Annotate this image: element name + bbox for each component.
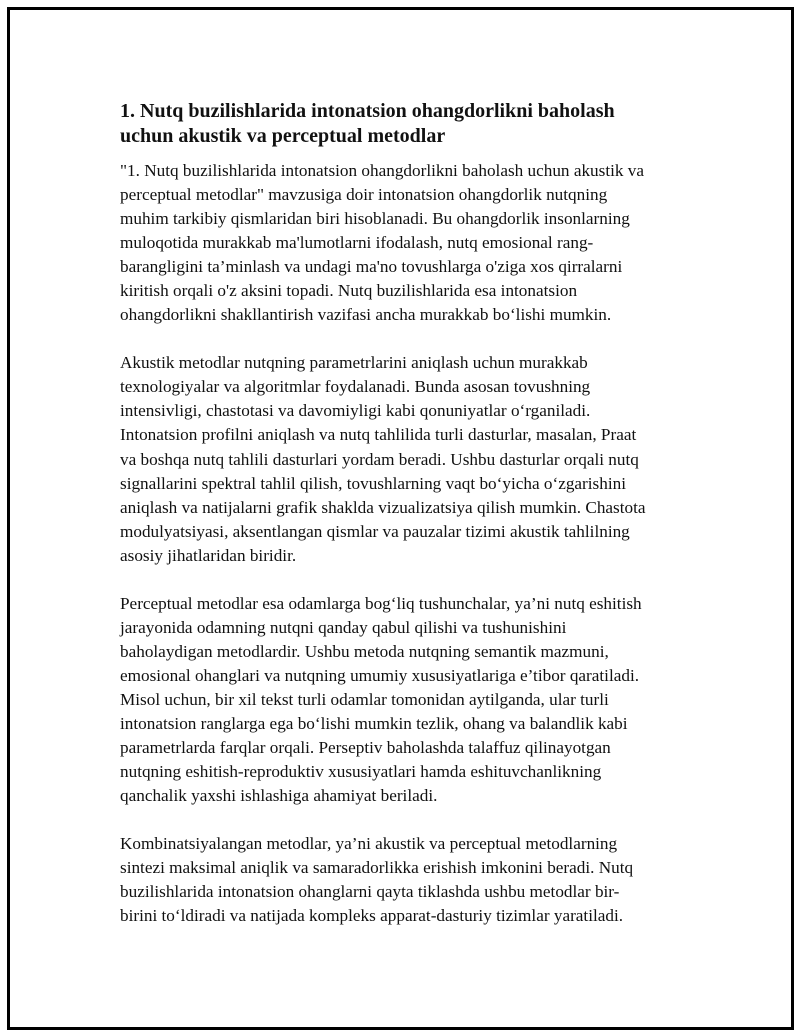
text-line: signallarini spektral tahlil qilish, tovushlarning vaqt bo‘yicha o‘zgarishini: [120, 473, 626, 493]
text-line: baholaydigan metodlardir. Ushbu metoda nutqning semantik mazmuni,: [120, 641, 609, 661]
page-frame: [7, 7, 794, 1030]
text-line: va boshqa nutq tahlili dasturlari yordam beradi. Ushbu dasturlar orqali nutq: [120, 449, 639, 469]
text-line: perceptual metodlar" mavzusiga doir intonatsion ohangdorlik nutqning: [120, 185, 608, 205]
paragraph-acoustic-methods: [120, 351, 690, 567]
text-line: emosional ohanglari va nutqning umumiy xususiyatlariga e’tibor qaratiladi.: [120, 665, 640, 685]
text-line: qanchalik yaxshi ishlashiga ahamiyat beriladi.: [120, 786, 438, 806]
text-line: aniqlash va natijalarni grafik shaklda vizualizatsiya qilish mumkin. Chastota: [120, 497, 646, 517]
text-line: sintezi maksimal aniqlik va samaradorlikka erishish imkonini beradi. Nutq: [120, 858, 634, 878]
page-title: [120, 99, 690, 149]
text-line: birini to‘ldiradi va natijada kompleks apparat-dasturiy tizimlar yaratiladi.: [120, 906, 624, 926]
text-line: modulyatsiyasi, aksentlangan qismlar va pauzalar tizimi akustik tahlilning: [120, 521, 630, 541]
text-line: kiritish orqali o'z aksini topadi. Nutq buzilishlarida esa intonatsion: [120, 281, 578, 301]
text-line: muloqotida murakkab ma'lumotlarni ifodalash, nutq emosional rang-: [120, 233, 594, 253]
text-line: Akustik metodlar nutqning parametrlarini aniqlash uchun murakkab: [120, 353, 588, 373]
title-line: uchun akustik va perceptual metodlar: [120, 125, 446, 147]
text-line: parametrlarda farqlar orqali. Perseptiv baholashda talaffuz qilinayotgan: [120, 738, 611, 758]
paragraph-perceptual-methods: [120, 592, 690, 808]
text-line: barangligini ta’minlash va undagi ma'no tovushlarga o'ziga xos qirralarni: [120, 257, 623, 277]
text-line: intonatsion ranglarga ega bo‘lishi mumkin tezlik, ohang va balandlik kabi: [120, 713, 628, 733]
text-line: muhim tarkibiy qismlaridan biri hisoblanadi. Bu ohangdorlik insonlarning: [120, 209, 630, 229]
text-line: texnologiyalar va algoritmlar foydalanadi. Bunda asosan tovushning: [120, 377, 591, 397]
text-line: Misol uchun, bir xil tekst turli odamlar tomonidan aytilganda, ular turli: [120, 689, 609, 709]
document-body: [120, 99, 690, 952]
text-line: intensivligi, chastotasi va davomiyligi kabi qonuniyatlar o‘rganiladi.: [120, 401, 591, 421]
text-line: ohangdorlikni shakllantirish vazifasi ancha murakkab bo‘lishi mumkin.: [120, 305, 612, 325]
text-line: Perceptual metodlar esa odamlarga bog‘liq tushunchalar, ya’ni nutq eshitish: [120, 593, 642, 613]
text-line: nutqning eshitish-reproduktiv xususiyatlari hamda eshituvchanlikning: [120, 762, 602, 782]
paragraph-intro: [120, 159, 690, 327]
text-line: "1. Nutq buzilishlarida intonatsion ohangdorlikni baholash uchun akustik va: [120, 161, 644, 180]
text-line: buzilishlarida intonatsion ohanglarni qayta tiklashda ushbu metodlar bir-: [120, 882, 620, 902]
text-line: jarayonida odamning nutqni qanday qabul qilishi va tushunishini: [120, 617, 567, 637]
paragraph-combined-methods: [120, 832, 690, 928]
text-line: asosiy jihatlaridan biridir.: [120, 545, 297, 565]
text-line: Kombinatsiyalangan metodlar, ya’ni akustik va perceptual metodlarning: [120, 834, 618, 854]
text-line: Intonatsion profilni aniqlash va nutq tahlilida turli dasturlar, masalan, Praat: [120, 425, 637, 445]
title-line: 1. Nutq buzilishlarida intonatsion ohangdorlikni baholash: [120, 100, 615, 122]
